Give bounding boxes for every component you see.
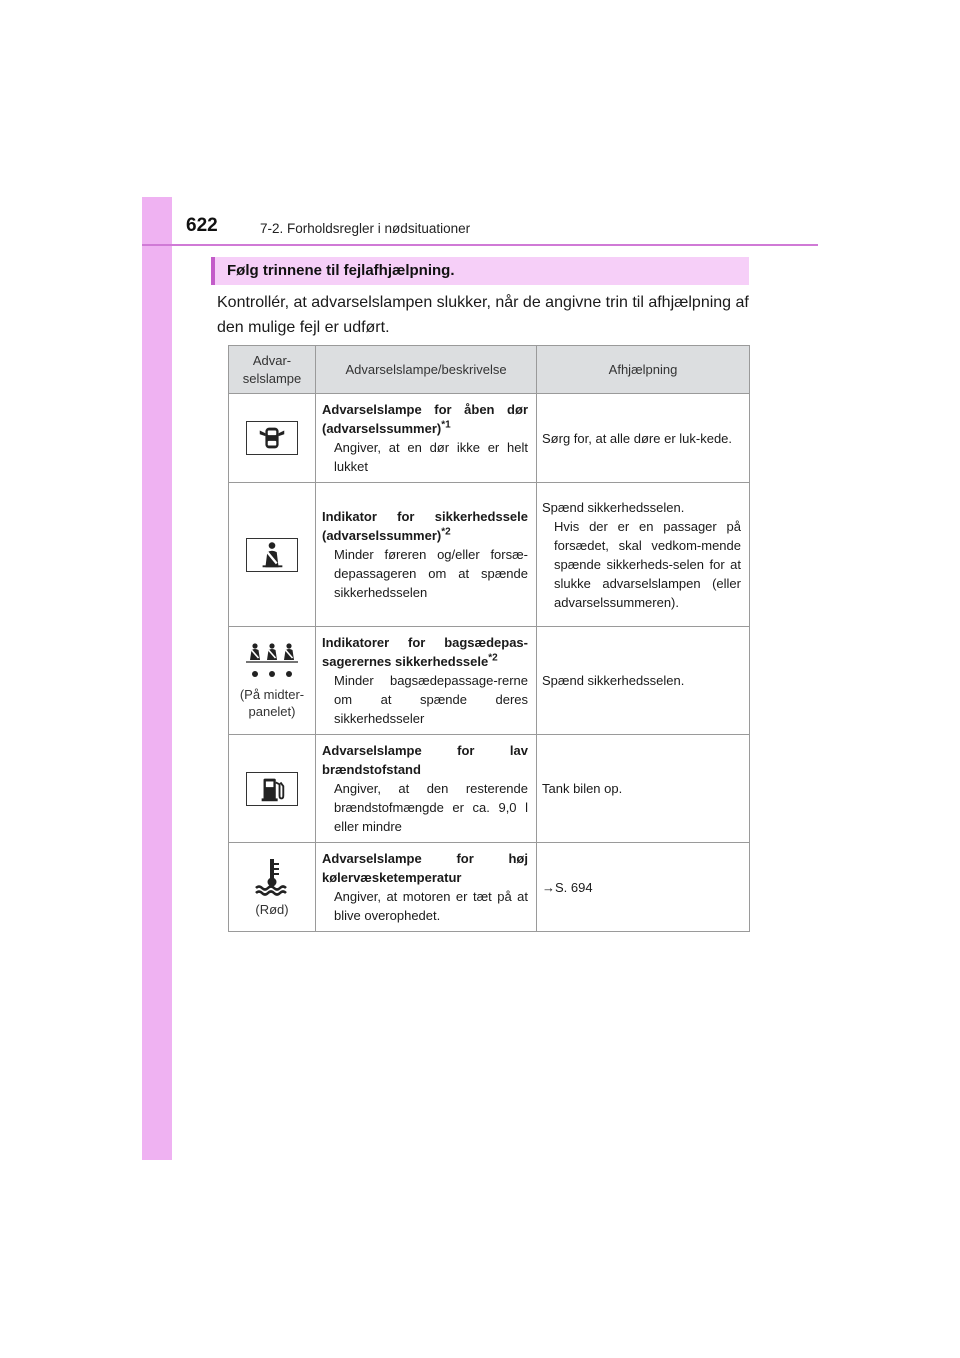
row-title: Indikator for sikkerhedssele (advarselssummer) bbox=[322, 509, 528, 543]
row-remedy: →S. 694 bbox=[537, 843, 750, 932]
section-banner: Følg trinnene til fejlafhjælpning. bbox=[211, 257, 749, 285]
row-description: Angiver, at motoren er tæt på at blive overophedet. bbox=[334, 889, 528, 923]
row-title: Indikatorer for bagsædepas-sagerernes sikkerhedssele bbox=[322, 635, 528, 669]
row-title: Advarselslampe for åben dør (advarselssummer) bbox=[322, 402, 528, 436]
section-title: 7-2. Forholdsregler i nødsituationer bbox=[260, 221, 471, 236]
page-number: 622 bbox=[186, 215, 218, 236]
row-description: Minder føreren og/eller forsæ-depassageren om at spænde sikkerhedsselen bbox=[334, 547, 528, 600]
door-open-icon bbox=[246, 421, 298, 455]
column-header-description: Advarselslampe/beskrivelse bbox=[316, 346, 537, 394]
row-title: Advarselslampe for høj kølervæsketemperatur bbox=[322, 851, 528, 885]
row-remedy: Spænd sikkerhedsselen. bbox=[542, 499, 685, 515]
header-divider bbox=[142, 244, 818, 246]
fuel-pump-icon bbox=[246, 772, 298, 806]
icon-caption: (Rød) bbox=[255, 902, 289, 917]
row-description: Angiver, at en dør ikke er helt lukket bbox=[334, 440, 528, 474]
row-remedy: Sørg for, at alle døre er luk-kede. bbox=[537, 394, 750, 483]
seatbelt-icon bbox=[246, 538, 298, 572]
coolant-temperature-icon bbox=[244, 856, 300, 896]
rear-seatbelt-icon bbox=[244, 641, 300, 681]
chapter-tab-strip bbox=[142, 197, 172, 1160]
icon-caption: (På midter-panelet) bbox=[239, 687, 305, 719]
footnote-marker: *2 bbox=[488, 652, 498, 664]
table-row bbox=[229, 627, 750, 735]
warning-light-table bbox=[228, 345, 750, 932]
table-row bbox=[229, 483, 750, 627]
table-header-row bbox=[229, 346, 750, 394]
table-row bbox=[229, 735, 750, 843]
footnote-marker: *1 bbox=[441, 419, 451, 431]
row-description: Angiver, at den resterende brændstofmængde er ca. 9,0 l eller mindre bbox=[334, 781, 528, 834]
table-row bbox=[229, 843, 750, 932]
column-header-light: Advar- selslampe bbox=[229, 346, 316, 394]
footnote-marker: *2 bbox=[441, 526, 451, 538]
column-header-remedy: Afhjælpning bbox=[537, 346, 750, 394]
row-description: Minder bagsædepassage-rerne om at spænde deres sikkerhedsseler bbox=[334, 673, 528, 726]
row-remedy-detail: Hvis der er en passager på forsædet, skal vedkom-mende spænde sikkerheds-selen for at slukke advarselslampen (eller advarselssummeren). bbox=[554, 518, 741, 610]
row-remedy: Spænd sikkerhedsselen. bbox=[537, 627, 750, 735]
table-row bbox=[229, 394, 750, 483]
row-remedy: Tank bilen op. bbox=[537, 735, 750, 843]
intro-paragraph: Kontrollér, at advarselslampen slukker, når de angivne trin til afhjælpning af den mulige fejl er udført. bbox=[217, 294, 749, 336]
row-title: Advarselslampe for lav brændstofstand bbox=[322, 743, 528, 777]
